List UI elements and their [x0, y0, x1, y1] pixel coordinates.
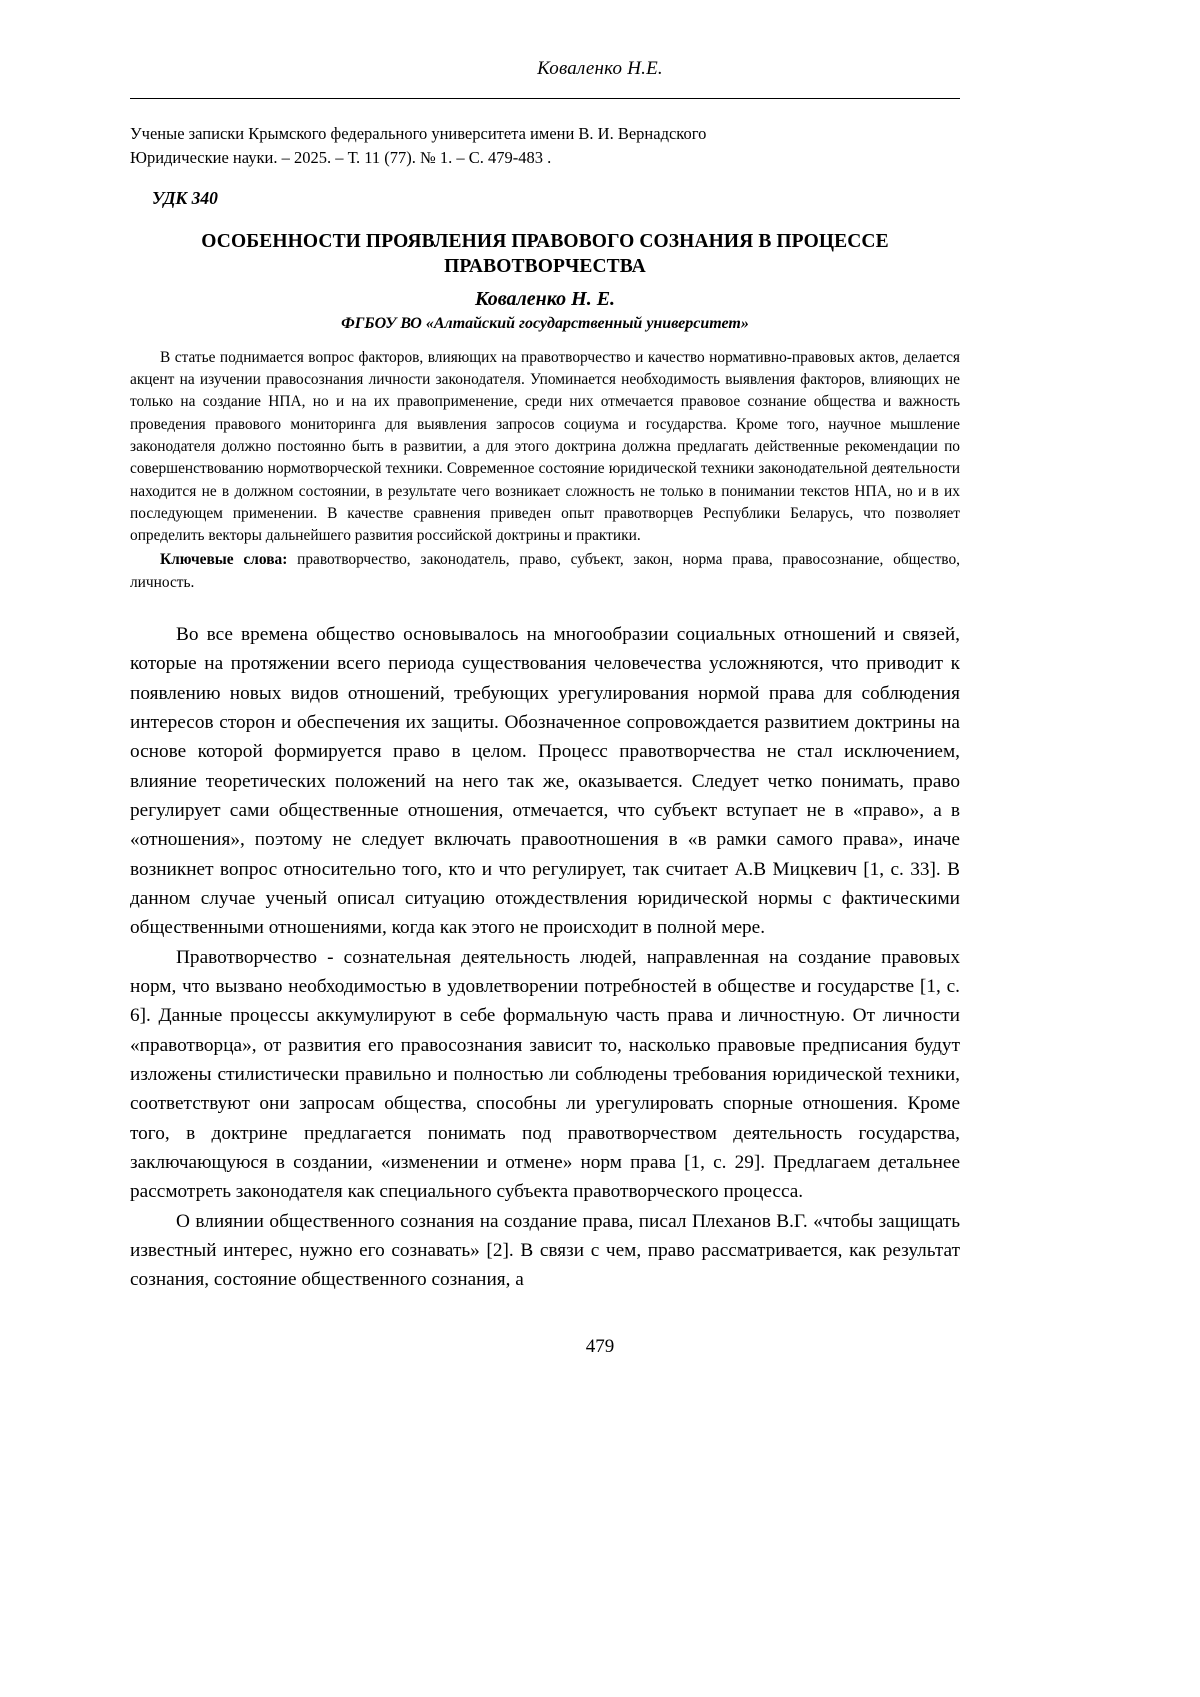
keywords-text: правотворчество, законодатель, право, субъект, закон, норма права, правосознание, общество, личность.: [130, 551, 960, 591]
body-paragraph-1: Во все времена общество основывалось на многообразии социальных отношений и связей, которые на протяжении всего периода существования человечества усложняются, что приводит к появлению новых видов отношений, требующих урегулирования нормой права для соблюдения интересов сторон и обеспечения их защиты. Обозначенное сопровождается развитием доктрины на основе которой формируется право в целом. Процесс правотворчества не стал исключением, влияние теоретических положений на него так же, оказывается. Следует четко понимать, право регулирует сами общественные отношения, отмечается, что субъект вступает не в «право», а в «отношения», поэтому не следует включать правоотношения в «в рамки самого права», иначе возникнет вопрос относительно того, кто и что регулирует, так считает А.В Мицкевич [1, с. 33]. В данном случае ученый описал ситуацию отождествления юридической нормы с фактическими общественными отношениями, когда как этого не происходит в полной мере.: [130, 624, 960, 939]
page-content: [130, 122, 960, 1295]
keywords-block: [130, 549, 960, 594]
udk-code: УДК 340: [152, 187, 218, 208]
body-paragraph-2: Правотворчество - сознательная деятельность людей, направленная на создание правовых норм, что вызвано необходимостью в удовлетворении потребностей в обществе и государстве [1, с. 6]. Данные процессы аккумулируют в себе формальную часть права и личностную. От личности «правотворца», от развития его правосознания зависит то, насколько правовые предписания будут изложены стилистически правильно и полностью ли соблюдены требования юридической техники, соответствуют они запросам общества, способны ли урегулировать спорные отношения. Кроме того, в доктрине предлагается понимать под правотворчеством деятельность государства, заключающуюся в создании, «изменении и отмене» норм права [1, с. 29]. Предлагаем детальнее рассмотреть законодателя как специального субъекта правотворческого процесса.: [130, 946, 960, 1203]
keywords-label: Ключевые слова:: [160, 551, 288, 569]
abstract-text: В статье поднимается вопрос факторов, влияющих на правотворчество и качество нормативно-правовых актов, делается акцент на изучении правосознания личности законодателя. Упоминается необходимость выявления факторов, влияющих не только на создание НПА, но и на их правоприменение, среди них отмечается правовое сознание общества и важность проведения правового мониторинга для выявления запросов социума и государства. Кроме того, научное мышление законодателя должно постоянно быть в развитии, а для этого доктрина должна предлагать действенные рекомендации по совершенствованию нормотворческой техники. Современное состояние юридической техники законодательной деятельности находится не в должном состоянии, в результате чего возникает сложность не только в понимании текстов НПА, но и в их последующем применении. В качестве сравнения приведен опыт правотворцев Республики Беларусь, что позволяет определить векторы дальнейшего развития российской доктрины и практики.: [130, 348, 960, 545]
article-title: ОСОБЕННОСТИ ПРОЯВЛЕНИЯ ПРАВОВОГО СОЗНАНИЯ В ПРОЦЕССЕ ПРАВОТВОРЧЕСТВА: [201, 230, 889, 278]
author-affiliation: ФГБОУ ВО «Алтайский государственный университет»: [341, 314, 749, 332]
body-paragraph-3: О влиянии общественного сознания на создание права, писал Плеханов В.Г. «чтобы защищать известный интерес, нужно его сознавать» [2]. В связи с чем, право рассматривается, как результат сознания, состояние общественного сознания, а: [130, 1210, 960, 1291]
journal-citation-line-2: Юридические науки. – 2025. – Т. 11 (77). № 1. – С. 479-483 .: [130, 147, 552, 167]
running-head: Коваленко Н.Е.: [537, 58, 663, 79]
journal-citation-line-1: Ученые записки Крымского федерального университета имени В. И. Вернадского: [130, 124, 707, 143]
header-divider: [130, 98, 960, 99]
article-author: Коваленко Н. Е.: [474, 287, 616, 310]
page-number: 479: [585, 1336, 615, 1357]
